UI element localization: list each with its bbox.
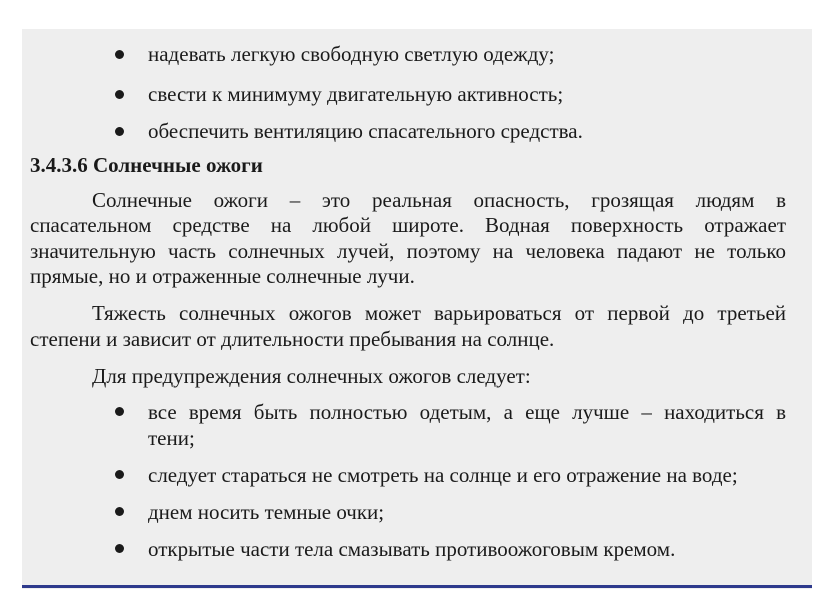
bullet-marker (115, 90, 124, 99)
list-item: все время быть полностью одетым, а еще лучше – находиться в (148, 400, 786, 424)
bullet-marker (115, 127, 124, 136)
paragraph-line: степени и зависит от длительности пребывания на солнце. (30, 327, 555, 351)
section-heading: 3.4.3.6 Солнечные ожоги (30, 153, 263, 177)
list-item: обеспечить вентиляцию спасательного средства. (148, 119, 583, 143)
bottom-rule (22, 585, 812, 588)
list-item: следует стараться не смотреть на солнце и его отражение на воде; (148, 463, 738, 487)
bullet-marker (115, 544, 124, 553)
bullet-marker (115, 407, 124, 416)
paragraph-line: Солнечные ожоги – это реальная опасность, грозящая людям в (92, 188, 786, 212)
paragraph-line: Для предупреждения солнечных ожогов следует: (92, 364, 531, 388)
list-item-continuation: тени; (148, 426, 195, 450)
bullet-marker (115, 50, 124, 59)
paragraph-line: Тяжесть солнечных ожогов может варьироваться от первой до третьей (92, 301, 786, 325)
list-item: свести к минимуму двигательную активность; (148, 82, 564, 106)
paragraph-line: прямые, но и отраженные солнечные лучи. (30, 264, 415, 288)
paragraph-line: спасательном средстве на любой широте. Водная поверхность отражает (30, 213, 786, 237)
list-item: надевать легкую свободную светлую одежду; (148, 42, 555, 66)
bullet-marker (115, 507, 124, 516)
list-item: днем носить темные очки; (148, 500, 385, 524)
list-item: открытые части тела смазывать противоожоговым кремом. (148, 537, 676, 561)
paragraph-line: значительную часть солнечных лучей, поэтому на человека падают не только (30, 239, 786, 263)
bullet-marker (115, 470, 124, 479)
